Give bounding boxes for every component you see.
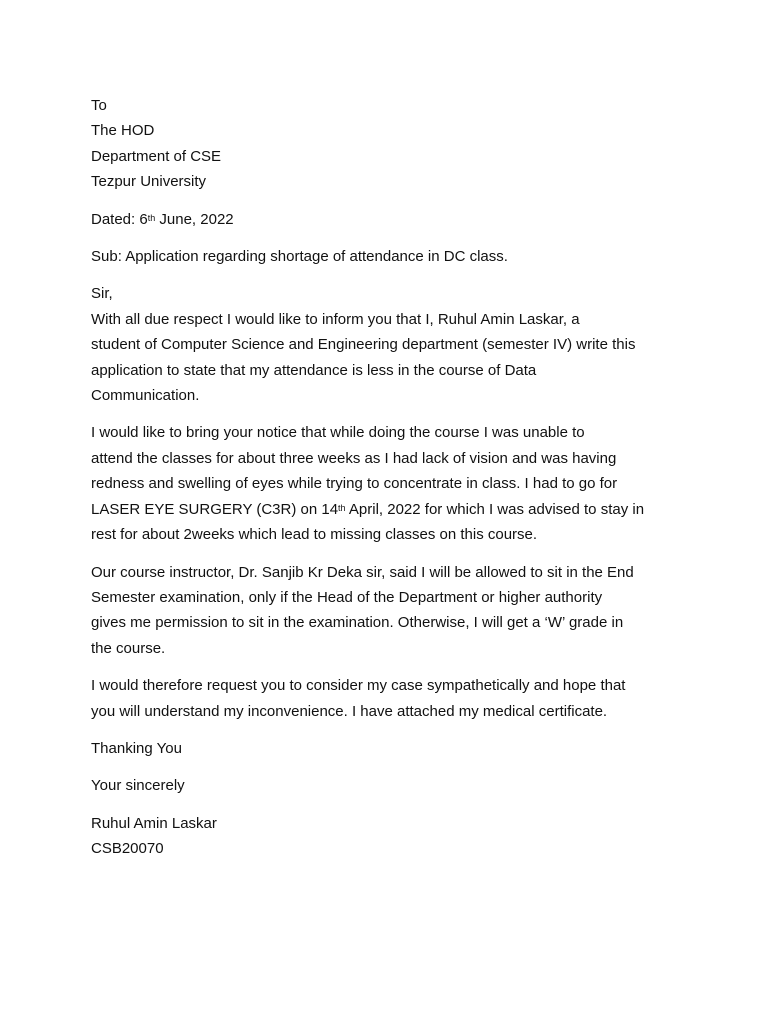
date-rest: June, 2022 xyxy=(155,210,234,228)
letter-body xyxy=(91,93,681,862)
address-department: Department of CSE xyxy=(91,147,222,165)
paragraph-4-line: I would therefore request you to consider my case sympathetically and hope that xyxy=(91,677,626,695)
paragraph-2-line: redness and swelling of eyes while trying to concentrate in class. I had to go for xyxy=(91,475,618,493)
surgery-text-a: LASER EYE SURGERY (C3R) on 14 xyxy=(91,500,339,518)
address-to: To xyxy=(91,97,107,114)
letter-subject xyxy=(91,244,681,269)
letter-salutation xyxy=(91,281,681,306)
surgery-date-ordinal-suffix: th xyxy=(338,502,346,513)
closing-thanks xyxy=(91,736,681,761)
salutation: Sir, xyxy=(91,285,113,303)
paragraph-2-line: rest for about 2weeks which lead to missing classes on this course. xyxy=(91,526,538,544)
paragraph-2-line: attend the classes for about three weeks as I had lack of vision and was having xyxy=(91,449,617,467)
paragraph-1-line: Communication. xyxy=(91,387,200,405)
paragraph-1-line: With all due respect I would like to inform you that I, Ruhul Amin Laskar, a xyxy=(91,310,580,328)
closing-sign-off xyxy=(91,773,681,798)
signature-block xyxy=(91,811,681,862)
paragraph-1-line: student of Computer Science and Engineering department (semester IV) write this xyxy=(91,336,636,354)
letter-date xyxy=(91,207,681,232)
sender-name: Ruhul Amin Laskar xyxy=(91,814,217,832)
paragraph-1-line: application to state that my attendance is less in the course of Data xyxy=(91,361,537,379)
paragraph-2 xyxy=(91,420,681,547)
surgery-text-b: April, 2022 for which I was advised to stay in xyxy=(345,500,645,518)
paragraph-3-line: Our course instructor, Dr. Sanjib Kr Deka sir, said I will be allowed to sit in the End xyxy=(91,563,634,581)
address-recipient: The HOD xyxy=(91,122,155,140)
sender-roll-number: CSB20070 xyxy=(91,840,164,858)
your-sincerely: Your sincerely xyxy=(91,777,185,795)
paragraph-4-line: you will understand my inconvenience. I have attached my medical certificate. xyxy=(91,702,608,720)
paragraph-4 xyxy=(91,673,681,724)
paragraph-3 xyxy=(91,560,681,662)
thanking-you: Thanking You xyxy=(91,739,182,757)
address-university: Tezpur University xyxy=(91,173,207,191)
paragraph-3-line: Semester examination, only if the Head of the Department or higher authority xyxy=(91,588,603,606)
recipient-address xyxy=(91,93,681,195)
paragraph-2-surgery-line xyxy=(91,497,681,522)
paragraph-2-line: I would like to bring your notice that while doing the course I was unable to xyxy=(91,424,585,442)
paragraph-1 xyxy=(91,307,681,409)
paragraph-3-line: the course. xyxy=(91,639,166,657)
paragraph-3-line: gives me permission to sit in the examination. Otherwise, I will get a ‘W’ grade in xyxy=(91,614,624,632)
subject-line: Sub: Application regarding shortage of attendance in DC class. xyxy=(91,248,508,266)
date-ordinal-suffix: th xyxy=(147,212,156,223)
date-prefix: Dated: 6 xyxy=(91,210,148,228)
